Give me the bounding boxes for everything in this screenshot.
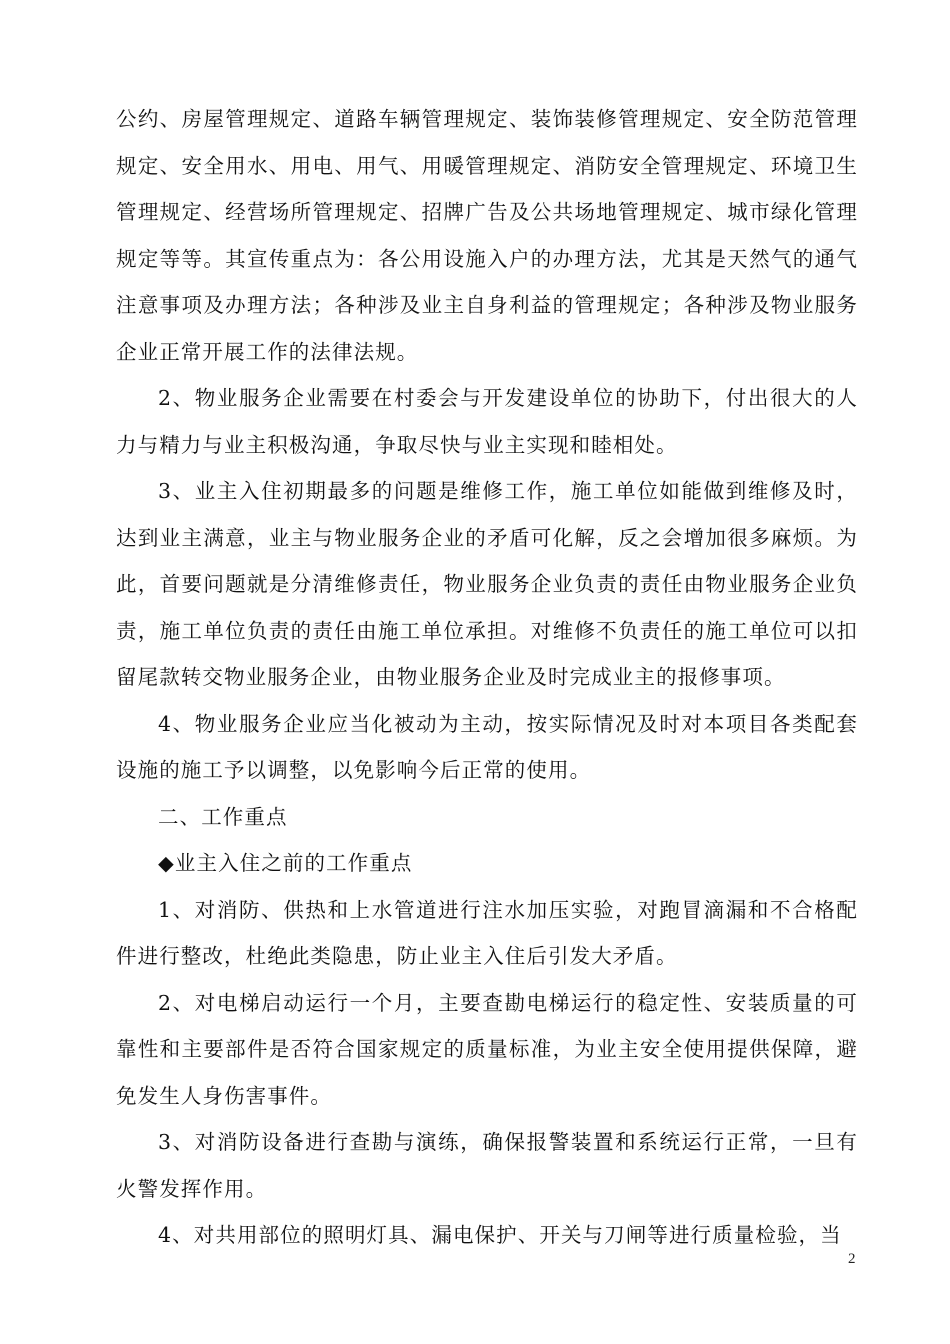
- paragraph-item-2: 2、物业服务企业需要在村委会与开发建设单位的协助下，付出很大的人力与精力与业主积极沟通，争取尽快与业主实现和睦相处。: [116, 386, 858, 457]
- paragraph-item-3: 3、业主入住初期最多的问题是维修工作，施工单位如能做到维修及时，达到业主满意，业主与物业服务企业的矛盾可化解，反之会增加很多麻烦。为此，首要问题就是分清维修责任，物业服务企业负责的责任由物业服务企业负责，施工单位负责的责任由施工单位承担。对维修不负责任的施工单位可以扣留尾款转交物业服务企业，由物业服务企业及时完成业主的报修事项。: [116, 479, 858, 689]
- work-item-4: 4、对共用部位的照明灯具、漏电保护、开关与刀闸等进行质量检验，当: [158, 1223, 842, 1247]
- work-item-2: 2、对电梯启动运行一个月，主要查勘电梯运行的稳定性、安装质量的可靠性和主要部件是否符合国家规定的质量标准，为业主安全使用提供保障，避免发生人身伤害事件。: [116, 990, 858, 1108]
- subsection-heading: ◆业主入住之前的工作重点: [158, 851, 413, 875]
- page-number: 2: [848, 1251, 856, 1267]
- work-item-1: 1、对消防、供热和上水管道进行注水加压实验，对跑冒滴漏和不合格配件进行整改，杜绝此类隐患，防止业主入住后引发大矛盾。: [116, 897, 858, 968]
- work-item-3: 3、对消防设备进行查勘与演练，确保报警装置和系统运行正常，一旦有火警发挥作用。: [116, 1130, 858, 1201]
- section-heading: 二、工作重点: [158, 804, 288, 829]
- document-body: [116, 96, 858, 1259]
- paragraph-item-4: 4、物业服务企业应当化被动为主动，按实际情况及时对本项目各类配套设施的施工予以调整，以免影响今后正常的使用。: [116, 711, 858, 782]
- paragraph-continuation: 公约、房屋管理规定、道路车辆管理规定、装饰装修管理规定、安全防范管理规定、安全用水、用电、用气、用暖管理规定、消防安全管理规定、环境卫生管理规定、经营场所管理规定、招牌广告及公共场地管理规定、城市绿化管理规定等等。其宣传重点为：各公用设施入户的办理方法，尤其是天然气的通气注意事项及办理方法；各种涉及业主自身利益的管理规定；各种涉及物业服务企业正常开展工作的法律法规。: [116, 107, 858, 364]
